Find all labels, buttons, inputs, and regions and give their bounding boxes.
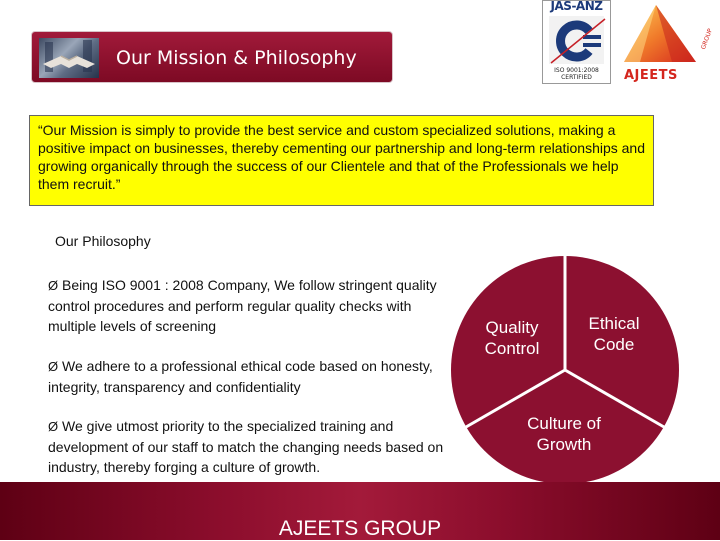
pie-label-culture-of-growth: Culture of Growth [527, 414, 601, 454]
page-title: Our Mission & Philosophy [116, 47, 357, 69]
arrow-bullet-icon: Ø [48, 419, 59, 434]
ajeets-group-text: GROUP [700, 27, 714, 51]
bullet-text: We adhere to a professional ethical code based on honesty, integrity, transparency and confidentiality [48, 358, 433, 395]
title-banner [31, 31, 393, 83]
iso-certification-logo [542, 0, 611, 84]
pie-label-ethical-code: Ethical Code [588, 314, 640, 354]
philosophy-bullet [48, 356, 448, 397]
pie-label-quality-control: Quality Control [484, 318, 540, 358]
iso-cert-text [543, 67, 610, 81]
mission-statement: “Our Mission is simply to provide the best service and custom specialized solutions, making a positive impact on businesses, thereby cementing our partnership and long-term relationships and growing organically through the success of our Clientele and that of the Professionals we help them recruit.” [29, 115, 654, 206]
iso-cert-line2: CERTIFIED [561, 74, 592, 81]
handshake-image [39, 38, 99, 78]
footer-text: AJEETS GROUP [278, 517, 442, 540]
bullet-text: We give utmost priority to the specialized training and development of our staff to match the changing needs based on industry, thereby forging a culture of growth. [48, 418, 444, 475]
footer-bar [0, 482, 720, 540]
philosophy-heading: Our Philosophy [55, 233, 151, 249]
arrow-bullet-icon: Ø [48, 278, 59, 293]
ajeets-logo [616, 0, 720, 90]
iso-cert-line1: ISO 9001:2008 [554, 67, 599, 74]
bullet-text: Being ISO 9001 : 2008 Company, We follow stringent quality control procedures and perform regular quality checks with multiple levels of screening [48, 277, 437, 334]
philosophy-bullet [48, 416, 448, 477]
ajeets-logo-text: AJEETS [624, 68, 678, 83]
arrow-bullet-icon: Ø [48, 359, 59, 374]
jas-anz-text: JAS-ANZ [550, 0, 603, 13]
philosophy-bullet [48, 275, 448, 336]
